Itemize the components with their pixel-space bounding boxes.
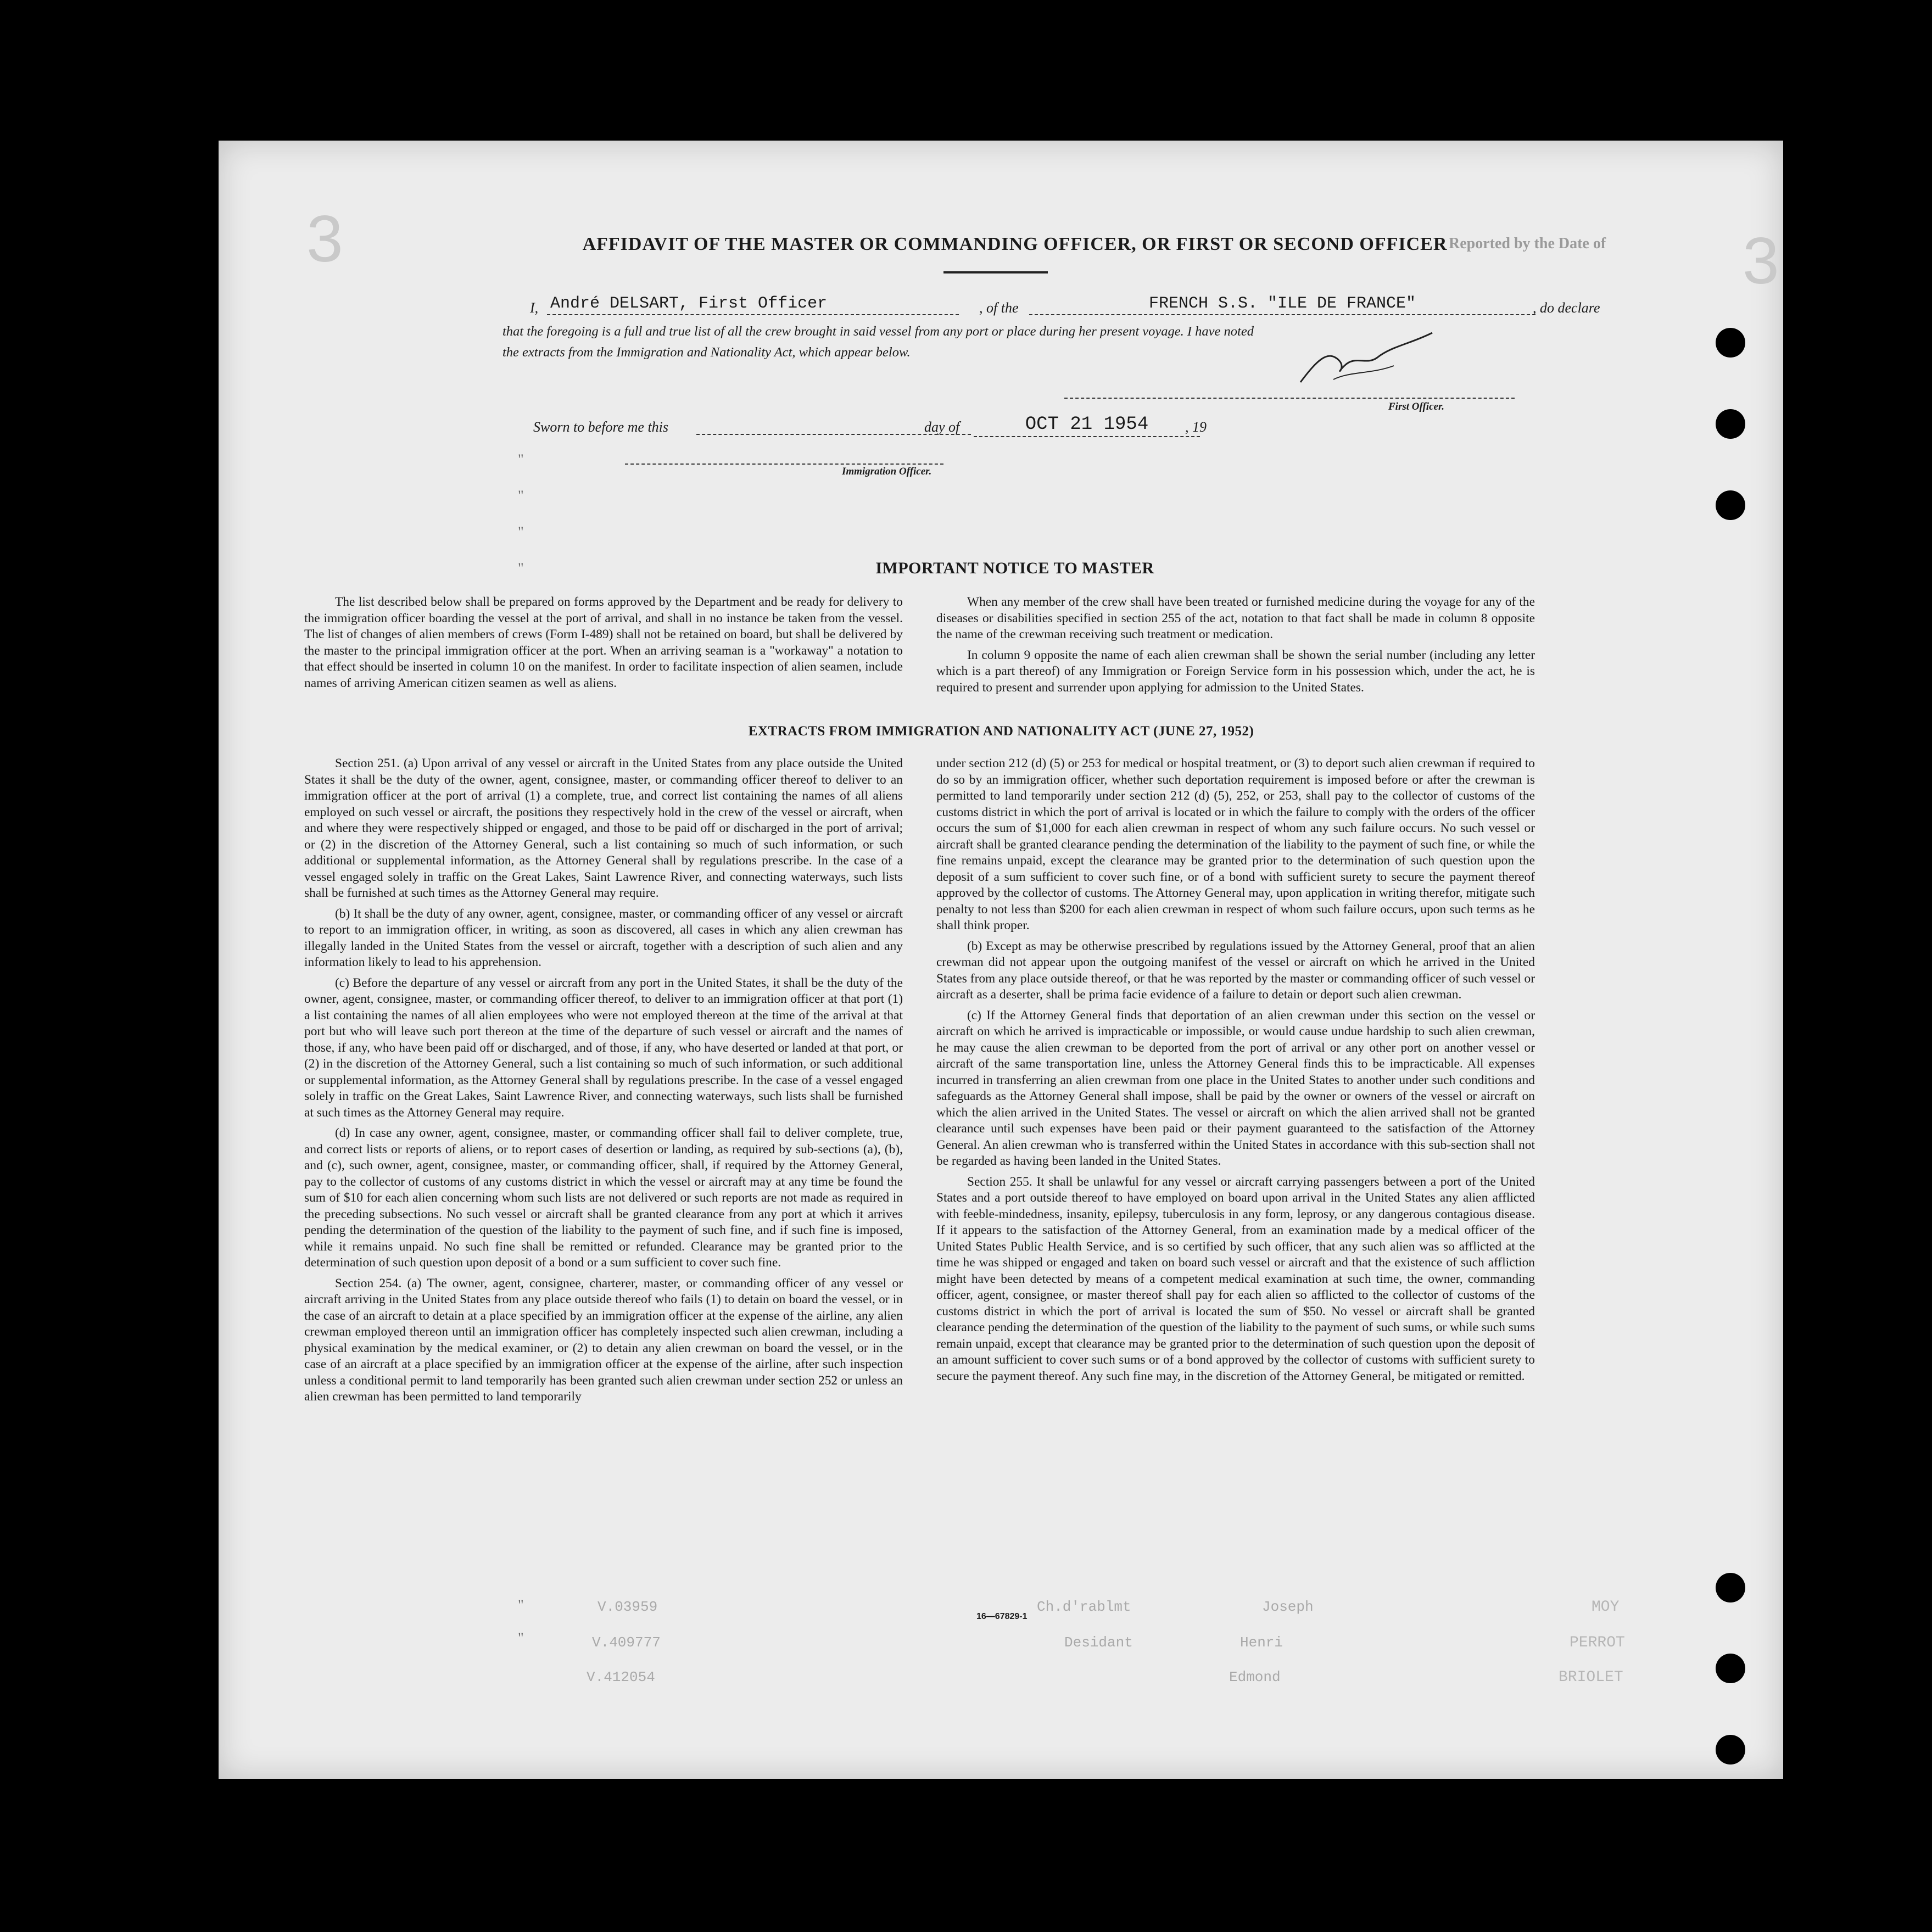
- extract-paragraph: (d) In case any owner, agent, consignee, master, or commanding officer shall fail to deliver complete, true, and correct lists or reports of aliens, or to report cases of desertion or landing, as required by sub-sections (a), (b), and (c), such owner, agent, consignee, master, or commanding officer, shall, if required by the Attorney General, pay to the collector of customs of any customs district in which the vessel or aircraft may at any time be found the sum of $10 for each alien concerning whom such lists are not delivered or such reports are not made as required in the preceding subsections. No such vessel or aircraft shall be granted clearance from any port at which it arrives pending the determination of the question of the liability to the payment of such fine, and if such fine is imposed, while it remains unpaid. No such fine shall be remitted or refunded. Clearance may be granted prior to the determination of such question upon deposit of a bond or a sum sufficient to cover such fine.: [304, 1126, 903, 1270]
- document-page: [219, 141, 1783, 1779]
- ditto-mark: ": [518, 488, 524, 504]
- year-label: , 19: [1185, 419, 1207, 435]
- extracts-heading: EXTRACTS FROM IMMIGRATION AND NATIONALITY ACT (JUNE 27, 1952): [748, 724, 1254, 739]
- of-the-label: , of the: [979, 300, 1019, 316]
- title-underline: [943, 271, 1048, 273]
- show-through-surname: [1592, 1599, 1619, 1616]
- extract-paragraph: Section 254. (a) The owner, agent, consignee, charterer, master, or commanding officer of any vessel or aircraft arriving in the United States from any place outside thereof who fails (1) to detain on board the vessel, or in the case of an aircraft to detain at a place specified by an immigration officer at the expense of the airline, any alien crewman employed thereon until an immigration officer has completely inspected such alien crewman, including a physical examination by the medical examiner, or (2) to detain any alien crewman on board the vessel, or in the case of an aircraft at a place specified by an immigration officer at the expense of the airline, after such inspection unless a conditional permit to land temporarily has been granted such alien crewman under section 252 or unless an alien crewman has been permitted to land temporarily: [304, 1276, 903, 1404]
- notice-left-column: [304, 594, 903, 696]
- extract-paragraph: (b) Except as may be otherwise prescribed by regulations issued by the Attorney General, proof that an alien crewman did not appear upon the outgoing manifest of the vessel or aircraft on which he arrived in the United States from any place outside thereof, or that he was reported by the master or commanding officer of such vessel or aircraft as a deserter, shall be prima facie evidence of a failure to detain or deport such alien crewman.: [936, 939, 1535, 1002]
- ditto-mark: ": [518, 451, 524, 467]
- punch-hole: [1716, 1735, 1745, 1765]
- ditto-mark: ": [518, 560, 524, 576]
- ghost-number: V.409777: [592, 1634, 661, 1651]
- ditto-mark: ": [518, 1630, 524, 1646]
- form-number: 16—67829-1: [976, 1612, 1028, 1621]
- extract-paragraph: (c) If the Attorney General finds that deportation of an alien crewman under this section on the vessel or aircraft on which he arrived is impracticable or impossible, or would cause undue hardship to such alien crewman, he may cause the alien crewman to be deported from the port of arrival or any other port on another vessel or aircraft of the same transportation line, unless the Attorney General finds this to be impracticable. All expenses incurred in transferring an alien crewman from one place in the United States to another under such conditions and safeguards as the Attorney General shall impose, shall be paid by the owner or owners of the vessel or aircraft on which the alien arrived in the United States. The vessel or aircraft on which the alien arrived shall not be granted clearance until such expenses have been paid or their payment guaranteed to the satisfaction of the Attorney General. An alien crewman who is transferred within the United States in accordance with this sub-section shall not be regarded as having been landed in the United States.: [936, 1008, 1535, 1168]
- ghost-number: V.03959: [598, 1599, 658, 1615]
- signature-caption: First Officer.: [1388, 401, 1445, 412]
- stamp-note: Reported by the Date of: [1449, 235, 1606, 252]
- ghost-number: V.412054: [587, 1669, 655, 1685]
- show-through-row: [598, 1599, 657, 1615]
- day-of-label: day of: [924, 419, 960, 435]
- show-through-row: [1262, 1599, 1314, 1615]
- extract-paragraph: under section 212 (d) (5) or 253 for medical or hospital treatment, or (3) to deport such alien crewman if required to do so by an immigration officer, whether such deportation requirement is imposed before or after the crewman is permitted to land temporarily under section 212 (d) (5), 252, or 253, shall pay to the collector of customs of the customs district in which the port of arrival is located or in which the failure to comply with the orders of the officer occurs the sum of $1,000 for each alien crewman in respect of whom any such failure occurs. No such vessel or aircraft shall be granted clearance pending the determination of the liability to the payment of such fine, or while the fine remains unpaid, except the clearance may be granted prior to the determination of such question upon the deposit of a sum sufficient to cover such fine, or of a bond with sufficient surety to secure the payment thereof approved by the collector of customs. The Attorney General may, upon application in writing therefor, mitigate such penalty to not less than $200 for each alien crewman in respect of whom such failure occurs, upon such terms as he shall think proper.: [936, 756, 1535, 933]
- officer-signature: [1295, 327, 1438, 393]
- page-number-mark: 3: [306, 202, 343, 276]
- ditto-mark: ": [518, 524, 524, 540]
- show-through-surname: [1559, 1669, 1623, 1686]
- immigration-officer-caption: Immigration Officer.: [842, 466, 932, 477]
- signature-line: [1064, 398, 1515, 399]
- extracts-right-column: [936, 756, 1535, 1389]
- show-through-surname: [1570, 1634, 1625, 1651]
- extracts-left-column: [304, 756, 903, 1410]
- punch-hole: [1716, 1654, 1745, 1683]
- ghost-surname: MOY: [1592, 1599, 1620, 1616]
- extract-paragraph: (b) It shall be the duty of any owner, agent, consignee, master, or commanding officer of any vessel or aircraft to report to an immigration officer, in writing, as soon as discovered, all cases in which any alien crewman has illegally landed in the United States from the vessel or aircraft, together with a description of such alien and any information likely to lead to his apprehension.: [304, 906, 903, 969]
- affidavit-statement-line: the extracts from the Immigration and Nationality Act, which appear below.: [502, 345, 911, 360]
- sworn-label: Sworn to before me this: [533, 419, 669, 435]
- show-through-row: [1064, 1634, 1133, 1651]
- punch-hole: [1716, 409, 1745, 439]
- ghost-surname: PERROT: [1570, 1634, 1625, 1651]
- show-through-row: [1229, 1669, 1281, 1685]
- ghost-given: Edmond: [1229, 1669, 1281, 1685]
- ghost-role: Ch.d'rablmt: [1037, 1599, 1131, 1615]
- extract-paragraph: Section 255. It shall be unlawful for any vessel or aircraft carrying passengers between a port of the United States and a port outside thereof to have employed on board upon arrival in the United States any alien afflicted with feeble-mindedness, insanity, epilepsy, tuberculosis in any form, leprosy, or any dangerous contagious disease. If it appears to the satisfaction of the Attorney General, from an examination made by a medical officer of the United States Public Health Service, and is so certified by such officer, that any such alien was so afflicted at the time he was shipped or engaged and taken on board such vessel or aircraft and that the existence of such affliction might have been detected by means of a competent medical examination at such time, the owner, commanding officer, agent, consignee, or master thereof shall pay for each alien so afflicted to the collector of customs of the customs district in which the port of arrival is located the sum of $50. No vessel or aircraft shall be granted clearance pending the determination of the question of the liability to the payment of such sums, or while such sums remain unpaid, except that clearance may be granted prior to the determination of such question upon the deposit of an amount sufficient to cover such sums or of a bond approved by the collector of customs with sufficient surety to secure the payment thereof. Any such fine may, in the discretion of the Attorney General, be mitigated or remitted.: [936, 1174, 1535, 1383]
- vessel-name-field: FRENCH S.S. "ILE DE FRANCE": [1029, 294, 1535, 315]
- show-through-row: [1240, 1634, 1283, 1651]
- page-number-mark: 3: [1743, 224, 1779, 298]
- declare-label: , do declare: [1533, 300, 1600, 316]
- affidavit-prefix: I,: [530, 300, 539, 316]
- ghost-surname: BRIOLET: [1559, 1669, 1623, 1686]
- sworn-date-field: OCT 21 1954: [974, 414, 1200, 437]
- show-through-row: [587, 1669, 655, 1685]
- ditto-mark: ": [518, 1597, 524, 1613]
- punch-hole: [1716, 490, 1745, 520]
- show-through-row: [592, 1634, 661, 1651]
- notice-paragraph: When any member of the crew shall have been treated or furnished medicine during the voyage for any of the diseases or disabilities specified in section 255 of the act, notation to that fact shall be made in column 8 opposite the name of the crewman receiving such treatment or medication.: [936, 595, 1535, 641]
- ghost-given: Henri: [1240, 1634, 1283, 1651]
- ghost-role: Desidant: [1064, 1634, 1133, 1651]
- notice-heading: IMPORTANT NOTICE TO MASTER: [875, 559, 1154, 577]
- notice-paragraph: In column 9 opposite the name of each alien crewman shall be shown the serial number (including any letter which is a part thereof) of any Immigration or Foreign Service form in his possession which, under the act, he is required to present and surrender upon applying for admission to the United States.: [936, 647, 1535, 695]
- show-through-row: [1037, 1599, 1131, 1615]
- immigration-officer-line: [625, 464, 943, 465]
- notice-right-column: [936, 594, 1535, 700]
- affidavit-title: AFFIDAVIT OF THE MASTER OR COMMANDING OFFICER, OR FIRST OR SECOND OFFICER: [582, 234, 1448, 254]
- officer-name-field: André DELSART, First Officer: [547, 294, 959, 315]
- extract-paragraph: (c) Before the departure of any vessel or aircraft from any port in the United States, it shall be the duty of the owner, agent, consignee, master, or commanding officer thereof, to deliver to an immigration officer at that port (1) a list containing the names of all alien employees who were not employed thereon at the time of the arrival at that port but who will leave such port thereon at the time of the departure of such vessel or aircraft and the names of those, if any, who have been paid off or discharged, and of those, if any, who have deserted or landed at that port, or (2) in the discretion of the Attorney General, such a list containing so much of such information, or such additional or supplemental information, as the Attorney General shall by regulations prescribe. In the case of a vessel engaged solely in traffic on the Great Lakes, Saint Lawrence River, and connecting waterways, such lists shall be furnished at such times as the Attorney General may require.: [304, 975, 903, 1120]
- notice-paragraph: The list described below shall be prepared on forms approved by the Department and be ready for delivery to the immigration officer boarding the vessel at the port of arrival, and shall in no instance be taken from the vessel. The list of changes of alien members of crews (Form I-489) shall not be retained on board, but shall be delivered by the master to the principal immigration officer at the port. When an arriving seaman is a "workaway" a notation to that effect should be inserted in column 10 on the manifest. In order to facilitate inspection of alien seamen, include names of arriving American citizen seamen as well as aliens.: [304, 595, 903, 690]
- extract-paragraph: Section 251. (a) Upon arrival of any vessel or aircraft in the United States from any place outside the United States it shall be the duty of the owner, agent, consignee, master, or commanding officer thereof to deliver to an immigration officer at the port of arrival (1) a complete, true, and correct list containing the names of all aliens employed on such vessel or aircraft, the positions they respectively hold in the crew of the vessel or aircraft, when and where they were respectively shipped or engaged, and those to be paid off or discharged in the port of arrival; or (2) in the discretion of the Attorney General, such a list containing so much of such information, or such additional or supplemental information, as the Attorney General shall by regulations prescribe. In the case of a vessel engaged solely in traffic on the Great Lakes, Saint Lawrence River, and connecting waterways, such lists shall be furnished at such times as the Attorney General may require.: [304, 756, 903, 900]
- punch-hole: [1716, 328, 1745, 358]
- affidavit-statement-line: that the foregoing is a full and true list of all the crew brought in said vessel from any port or place during her present voyage. I have noted: [502, 324, 1254, 339]
- punch-hole: [1716, 1573, 1745, 1602]
- ghost-given: Joseph: [1262, 1599, 1314, 1615]
